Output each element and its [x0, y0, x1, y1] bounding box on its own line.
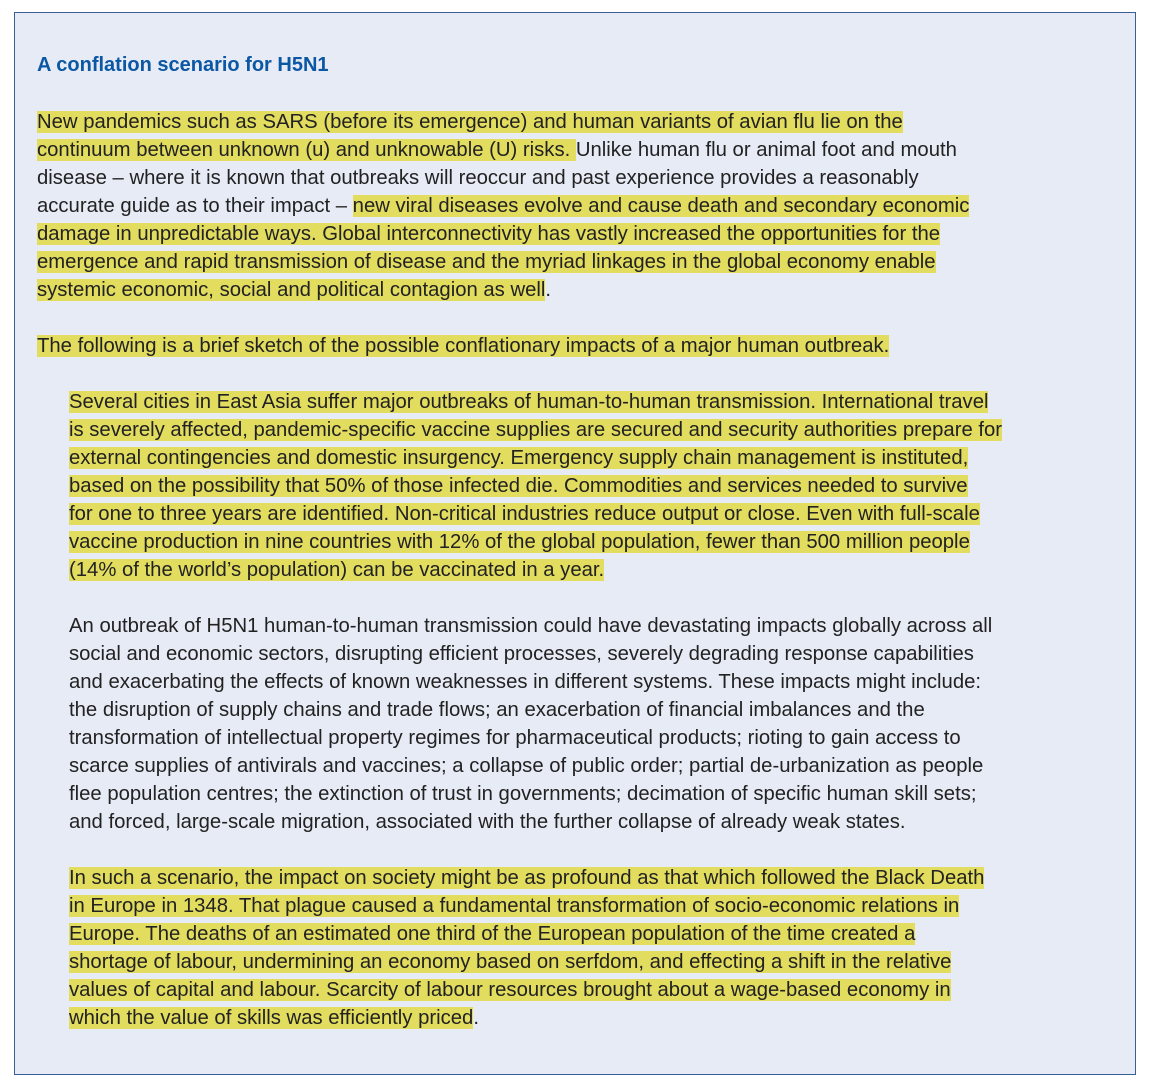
highlighted-text: shortage of labour, undermining an economy based on serfdom, and effecting a shift in the relative: [69, 951, 952, 973]
highlighted-text: values of capital and labour. Scarcity of labour resources brought about a wage-based economy in: [69, 979, 951, 1001]
body-text: and exacerbating the effects of known weaknesses in different systems. These impacts might include:: [69, 671, 982, 693]
text-line: [69, 416, 1002, 444]
text-line: [37, 164, 969, 192]
box-title: A conflation scenario for H5N1: [37, 54, 329, 76]
paragraph-intro: [37, 108, 969, 304]
text-line: [37, 248, 969, 276]
body-text: .: [473, 1007, 479, 1029]
text-line: [69, 640, 992, 668]
body-text: transformation of intellectual property regimes for pharmaceutical products; rioting to gain access to: [69, 727, 961, 749]
text-line: [37, 332, 889, 360]
text-line: [37, 192, 969, 220]
paragraph-impacts: [69, 612, 992, 836]
body-text: flee population centres; the extinction of trust in governments; decimation of specific human skill sets;: [69, 783, 977, 805]
text-line: [69, 696, 992, 724]
highlighted-text: which the value of skills was efficiently priced: [69, 1007, 474, 1029]
highlighted-text: is severely affected, pandemic-specific vaccine supplies are secured and security authorities prepare for: [69, 419, 1003, 441]
text-line: [69, 780, 992, 808]
body-text: the disruption of supply chains and trade flows; an exacerbation of financial imbalances and the: [69, 699, 925, 721]
body-text: disease – where it is known that outbreaks will reoccur and past experience provides a reasonably: [37, 167, 919, 189]
text-line: [69, 528, 1002, 556]
text-line: [69, 948, 984, 976]
highlighted-text: damage in unpredictable ways. Global interconnectivity has vastly increased the opportunities for the: [37, 223, 941, 245]
highlighted-text: vaccine production in nine countries with 12% of the global population, fewer than 500 million people: [69, 531, 970, 553]
highlighted-text: continuum between unknown (u) and unknowable (U) risks.: [37, 139, 576, 161]
paragraph-black-death: [69, 864, 984, 1032]
text-line: [69, 920, 984, 948]
highlighted-text: in Europe in 1348. That plague caused a fundamental transformation of socio-economic relations in: [69, 895, 960, 917]
text-line: [69, 892, 984, 920]
highlighted-text: The following is a brief sketch of the possible conflationary impacts of a major human outbreak.: [37, 335, 890, 357]
text-line: [69, 1004, 984, 1032]
highlighted-text: (14% of the world’s population) can be vaccinated in a year.: [69, 559, 605, 581]
text-line: [69, 500, 1002, 528]
text-line: [69, 612, 992, 640]
text-line: [69, 388, 1002, 416]
body-text: Unlike human flu or animal foot and mouth: [575, 139, 957, 161]
text-line: [69, 724, 992, 752]
highlighted-text: emergence and rapid transmission of disease and the myriad linkages in the global economy enable: [37, 251, 936, 273]
body-text: and forced, large-scale migration, associated with the further collapse of already weak states.: [69, 811, 906, 833]
highlighted-text: new viral diseases evolve and cause death and secondary economic: [352, 195, 970, 217]
text-line: [37, 108, 969, 136]
highlighted-text: based on the possibility that 50% of those infected die. Commodities and services needed to survive: [69, 475, 968, 497]
highlighted-text: systemic economic, social and political contagion as well: [37, 279, 546, 301]
text-line: [69, 472, 1002, 500]
text-line: [69, 556, 1002, 584]
highlighted-text: New pandemics such as SARS (before its emergence) and human variants of avian flu lie on the: [37, 111, 903, 133]
text-line: [69, 668, 992, 696]
paragraph-scenario: [69, 388, 1002, 584]
text-line: [69, 864, 984, 892]
highlighted-text: external contingencies and domestic insurgency. Emergency supply chain management is instituted,: [69, 447, 969, 469]
body-text: accurate guide as to their impact –: [37, 195, 353, 217]
body-text: scarce supplies of antivirals and vaccines; a collapse of public order; partial de-urbanization as people: [69, 755, 984, 777]
highlighted-text: In such a scenario, the impact on society might be as profound as that which followed the Black Death: [69, 867, 985, 889]
text-line: [69, 976, 984, 1004]
text-line: [37, 276, 969, 304]
text-line: [69, 444, 1002, 472]
text-line: [69, 808, 992, 836]
body-text: .: [545, 279, 552, 301]
text-line: [37, 220, 969, 248]
text-line: [69, 752, 992, 780]
highlighted-text: Several cities in East Asia suffer major outbreaks of human-to-human transmission. International travel: [69, 391, 989, 413]
paragraph-sketch-intro: [37, 332, 889, 360]
highlighted-text: for one to three years are identified. Non-critical industries reduce output or close. Even with full-scale: [69, 503, 980, 525]
body-text: An outbreak of H5N1 human-to-human transmission could have devastating impacts globally across all: [69, 615, 993, 637]
highlighted-text: Europe. The deaths of an estimated one third of the European population of the time created a: [69, 923, 916, 945]
body-text: social and economic sectors, disrupting efficient processes, severely degrading response capabilities: [69, 643, 974, 665]
text-line: [37, 136, 969, 164]
